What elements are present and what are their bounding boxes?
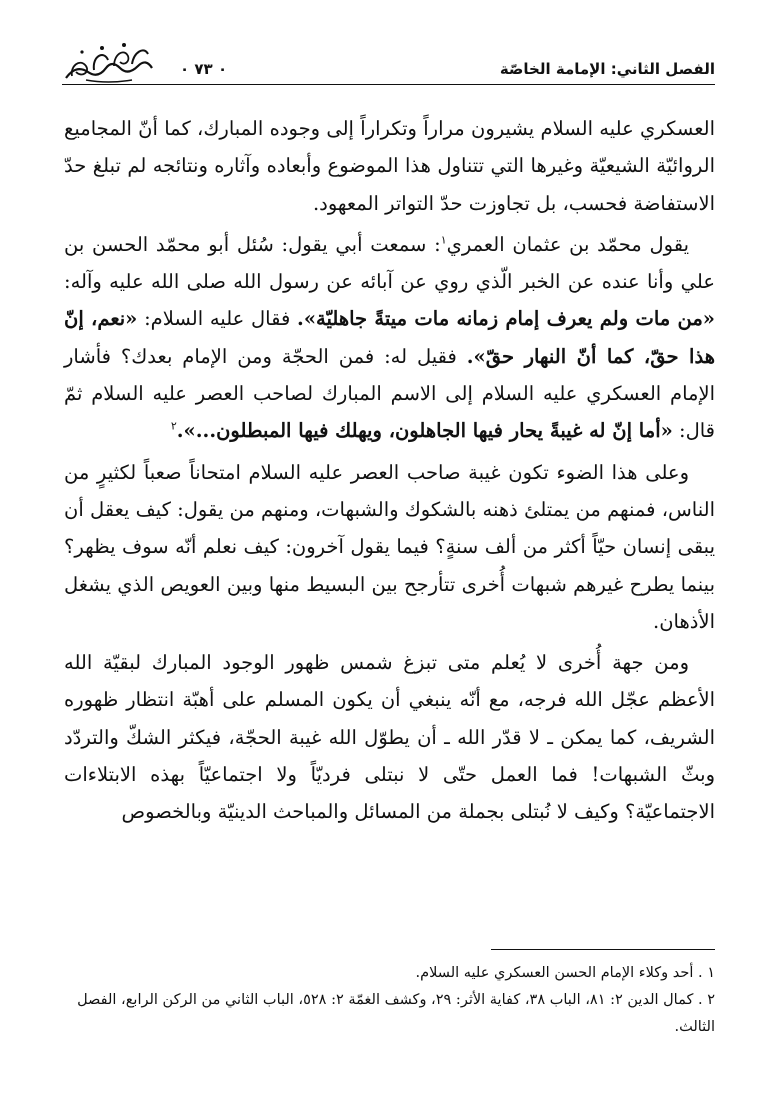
paragraph: العسكري عليه السلام يشيرون مراراً وتكراراً إلى وجوده المبارك، كما أنّ المجاميع الروائيّة الشيعيّة وغيرها التي تتناول هذا الموضوع وأبعاده وآثاره ونتائجه لم تبلغ حدّ الاستفاضة فحسب، بل تجاوزت حدّ التواتر المعهود.: [64, 117, 715, 215]
hadith-quote: «نعم، إنّ هذا حقّ، كما أنّ النهار حقّ».: [64, 307, 715, 368]
paragraph: [64, 226, 715, 450]
text-run: فقيل له: فمن الحجّة ومن الإمام بعدك؟ فأشار الإمام العسكري عليه السلام إلى الاسم المبارك لصاحب العصر عليه السلام ثمّ قال:: [64, 344, 715, 443]
header-divider: [62, 84, 715, 85]
hadith-quote: «من مات ولم يعرف إمام زمانه مات ميتةً جاهليّة».: [297, 307, 715, 331]
text-run: يقول محمّد بن عثمان العمري: [446, 232, 689, 256]
footnote-reference: ١: [440, 233, 447, 247]
page-number: ٠ ٧٣ ٠: [180, 60, 228, 78]
chapter-title: الفصل الثاني: الإمامة الخاصّة: [499, 60, 715, 78]
footnote-reference: ٢: [170, 419, 177, 433]
calligraphy-ornament-icon: [62, 38, 154, 84]
body-text: [64, 110, 715, 835]
footnote-divider: [491, 949, 715, 950]
hadith-quote: «أما إنّ له غيبةً يحار فيها الجاهلون، ويهلك فيها المبطلون...».: [176, 419, 673, 443]
footnote: ١ . أحد وكلاء الإمام الحسن العسكري عليه السلام.: [415, 965, 715, 981]
page-header: [62, 38, 715, 86]
text-run: : سمعت أبي يقول: سُئل أبو محمّد الحسن بن علي وأنا عنده عن الخبر الّذي روي عن آبائه عن رسول الله صلى الله عليه وآله:: [64, 232, 715, 294]
footnote: ٢ . كمال الدين ٢: ٨١، الباب ٣٨، كفاية الأثر: ٢٩، وكشف الغمّة ٢: ٥٢٨، الباب الثاني من الركن الرابع، الفصل الثالث.: [77, 992, 715, 1035]
footnotes: [64, 960, 715, 1041]
paragraph: وعلى هذا الضوء تكون غيبة صاحب العصر عليه السلام امتحاناً صعباً لكثيرٍ من الناس، فمنهم من يمتلئ ذهنه بالشكوك والشبهات، ومنهم من يقول: كيف يعقل أن يبقى إنسان حيّاً أكثر من ألف سنةٍ؟ فيما يقول آخرون: كيف نعلم أنّه سوف يظهر؟ بينما يطرح غيرهم شبهات أُخرى تتأرجح بين البسيط منها وبين العويص الذي يشغل الأذهان.: [64, 460, 715, 633]
paragraph: ومن جهة أُخرى لا يُعلم متى تبزغ شمس ظهور الوجود المبارك لبقيّة الله الأعظم عجّل الله فرجه، مع أنّه ينبغي أن يكون المسلم على أهبّة انتظار ظهوره الشريف، كما يمكن ـ لا قدّر الله ـ أن يطوّل الله غيبة الحجّة، فيكثر الشكّ والتردّد وبثّ الشبهات! فما العمل حتّى لا نبتلى فرديّاً ولا اجتماعيّاً بهذه الابتلاءات الاجتماعيّة؟ وكيف لا نُبتلى بجملة من المسائل والمباحث الدينيّة وبالخصوص: [64, 651, 715, 824]
text-run: فقال عليه السلام:: [137, 307, 298, 331]
